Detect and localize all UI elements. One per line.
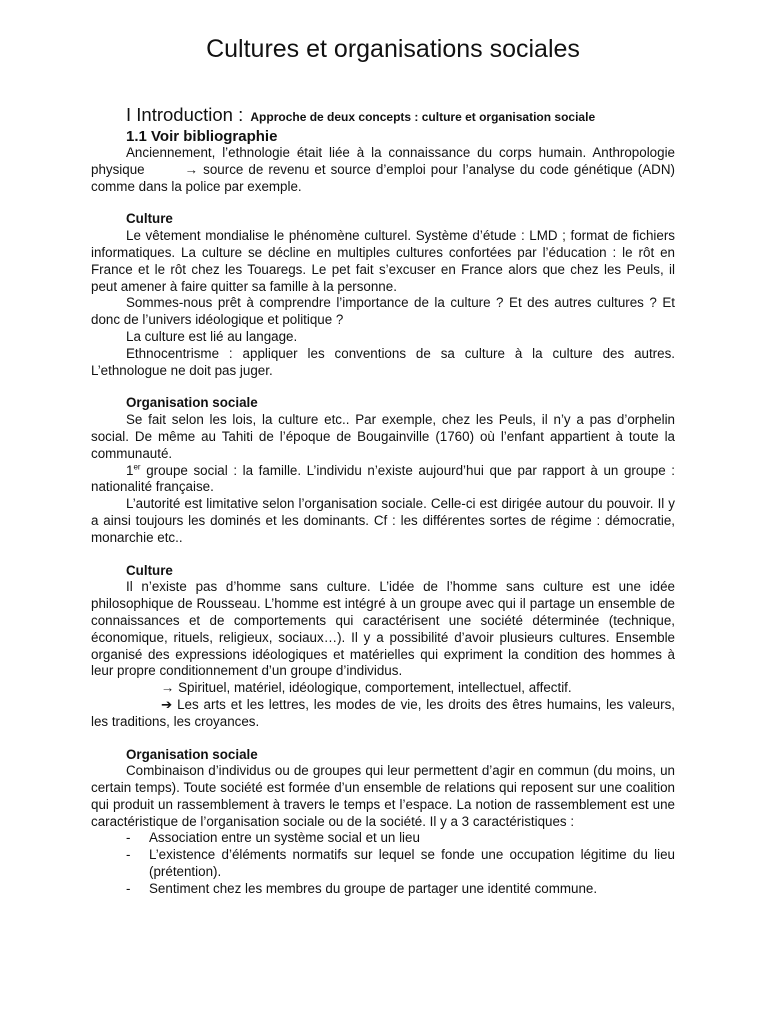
culture-paragraph: La culture est lié au langage.	[126, 328, 298, 344]
culture-paragraph: Le vêtement mondialise le phénomène culturel. Système d’étude : LMD ; format de fichiers informatiques. La culture se décline en multiples cultures confortées par l’éducation : le rôt en France et le rôt chez les Touaregs. Le pet fait s’excuser en France alors que chez les Peuls, il peut amener à faire quitter sa famille à la personne.	[91, 228, 675, 294]
organisation-2-heading: Organisation sociale	[126, 746, 258, 762]
culture-2-arrow-line	[91, 697, 675, 731]
culture-2-paragraph: Il n’existe pas d’homme sans culture. L’idée de l’homme sans culture est une idée philosophique de Rousseau. L’homme est intégré à un groupe avec qui il partage un ensemble de connaissances et de comportements qui caractérisent une société déterminée (technique, économique, rituels, religieux, sociaux…). Il y a possibilité d’avoir plusieurs cultures. Ensemble organisé des expressions idéologiques et matérielles qui expriment la condition des hommes à leur propre conditionnement d’un groupe d’individus.	[91, 579, 675, 679]
paragraph-text: Anciennement, l’ethnologie était liée à la connaissance du corps humain. Anthropologie physique	[91, 145, 675, 177]
arrow-right-icon: →	[161, 680, 175, 696]
document-title: Cultures et organisations sociales	[206, 35, 580, 63]
characteristics-list	[91, 830, 675, 897]
culture-2-heading: Culture	[126, 562, 173, 578]
organisation-heading: Organisation sociale	[126, 395, 258, 411]
list-item	[91, 830, 675, 847]
list-item	[91, 881, 675, 898]
section-1-1-paragraph	[91, 145, 675, 195]
ordinal-number: 1	[126, 462, 134, 478]
culture-2-arrow-line	[91, 680, 675, 697]
organisation-paragraph	[91, 463, 675, 497]
culture-heading: Culture	[126, 211, 173, 227]
list-marker: -	[126, 880, 131, 896]
list-item-text: L’existence d’éléments normatifs sur lequel se fonde une occupation légitime du lieu (prétention).	[149, 847, 675, 880]
intro-heading	[91, 104, 675, 128]
list-item-text: Sentiment chez les membres du groupe de partager une identité commune.	[149, 880, 598, 896]
organisation-2-paragraph: Combinaison d’individus ou de groupes qui leur permettent d’agir en commun (du moins, un certain temps). Toute société est formée d’un ensemble de relations qui reposent sur une coalition qui produit un rassemblement à travers le temps et l’espace. La notion de rassemblement est une caractéristique de l’organisation sociale ou de la société. Il y a 3 caractéristiques :	[91, 763, 675, 829]
arrow-line-text: Les arts et les lettres, les modes de vie, les droits des êtres humains, les valeurs, les traditions, les croyances.	[91, 696, 675, 729]
culture-paragraph: Sommes-nous prêt à comprendre l’importance de la culture ? Et des autres cultures ? Et donc de l’univers idéologique et politique ?	[91, 295, 675, 328]
culture-paragraph: Ethnocentrisme : appliquer les conventions de sa culture à la culture des autres. L’ethnologue ne doit pas juger.	[91, 345, 675, 378]
intro-title: I Introduction :	[126, 104, 244, 125]
list-item	[91, 847, 675, 881]
ordinal-suffix: er	[133, 462, 141, 472]
bold-arrow-right-icon: ➔	[161, 696, 173, 712]
organisation-paragraph: Se fait selon les lois, la culture etc.. Par exemple, chez les Peuls, il n’y a pas d’orphelin social. De même au Tahiti de l’époque de Bougainville (1760) où l’enfant appartient à toute la communauté.	[91, 412, 675, 461]
arrow-right-icon: →	[184, 161, 199, 177]
paragraph-text: source de revenu et source d’emploi pour l’analyse du code génétique (ADN) comme dans la police par exemple.	[91, 161, 675, 194]
list-marker: -	[126, 830, 131, 846]
arrow-line-text: Spirituel, matériel, idéologique, comportement, intellectuel, affectif.	[178, 680, 572, 696]
intro-subtitle: Approche de deux concepts : culture et organisation sociale	[250, 110, 596, 124]
paragraph-text: groupe social : la famille. L’individu n’existe aujourd’hui que par rapport à un groupe : nationalité française.	[91, 462, 675, 495]
section-1-1-heading: 1.1 Voir bibliographie	[126, 128, 278, 145]
list-marker: -	[126, 847, 131, 863]
list-item-text: Association entre un système social et un lieu	[149, 830, 420, 846]
organisation-paragraph: L’autorité est limitative selon l’organisation sociale. Celle-ci est dirigée autour du pouvoir. Il y a ainsi toujours les dominés et les dominants. Cf : les différentes sortes de régime : démocratie, monarchie etc..	[91, 496, 675, 545]
